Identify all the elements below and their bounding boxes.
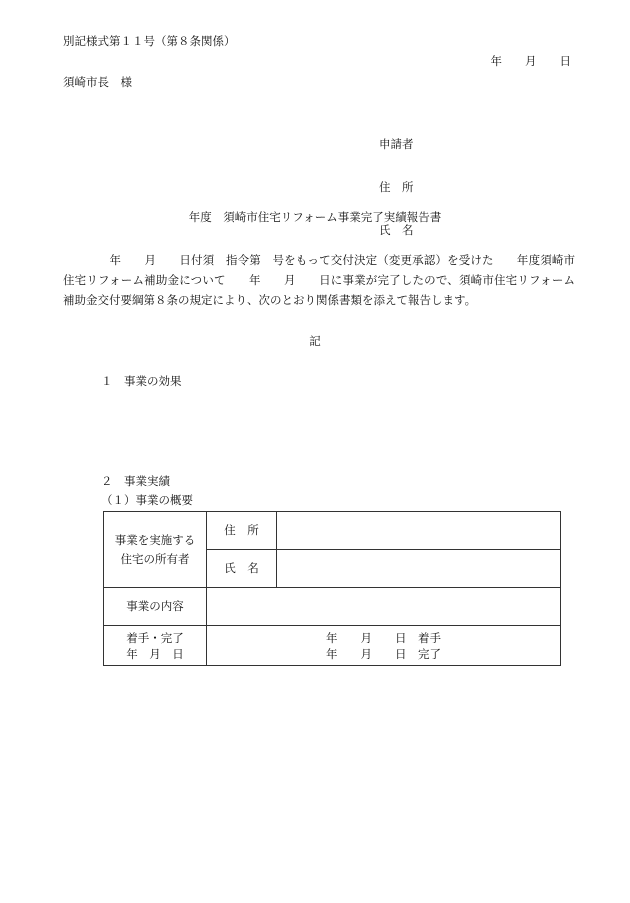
owner-address-value-cell[interactable] xyxy=(277,512,561,550)
ki-heading: 記 xyxy=(309,334,321,348)
owner-name-value-cell[interactable] xyxy=(277,550,561,588)
dates-label-line2: 年 月 日 xyxy=(126,646,184,661)
start-date-value: 年 月 日 着手 xyxy=(326,630,441,645)
report-date: 年 月 日 xyxy=(490,54,571,68)
owner-address-label-cell xyxy=(207,512,277,550)
content-label: 事業の内容 xyxy=(126,599,184,613)
body-paragraph: 年 月 日付須 指令第 号をもって交付決定（変更承認）を受けた 年度須崎市住宅リフォーム補助金について 年 月 日に事業が完了したので、須崎市住宅リフォーム補助金交付要綱第８条の規定により、次のとおり関係書類を添えて報告します。 xyxy=(63,253,575,307)
owner-address-label: 住 所 xyxy=(224,523,259,537)
content-value-cell[interactable] xyxy=(207,588,561,626)
table-row xyxy=(104,588,561,626)
dates-label-line1: 着手・完了 xyxy=(126,630,184,645)
document-title: 年度 須崎市住宅リフォーム事業完了実績報告書 xyxy=(188,210,442,224)
section-effects-heading: １ 事業の効果 xyxy=(101,374,182,388)
dates-label-cell xyxy=(104,626,207,666)
applicant-label: 申請者 xyxy=(379,137,414,151)
table-row xyxy=(104,626,561,666)
applicant-address-label: 住 所 xyxy=(379,180,414,194)
table-row xyxy=(104,512,561,550)
owner-label-line1: 事業を実施する xyxy=(114,532,196,547)
section-results-heading: ２ 事業実績 xyxy=(101,474,170,488)
form-label: 別記様式第１１号（第８条関係） xyxy=(63,34,236,48)
owner-name-label: 氏 名 xyxy=(224,561,259,575)
applicant-block xyxy=(379,116,414,257)
owner-label-cell xyxy=(104,512,207,588)
addressee: 須崎市長 様 xyxy=(63,75,132,89)
project-overview-table xyxy=(103,511,561,666)
content-label-cell xyxy=(104,588,207,626)
dates-value-cell[interactable] xyxy=(207,626,561,666)
owner-name-label-cell xyxy=(207,550,277,588)
owner-label-line2: 住宅の所有者 xyxy=(120,551,190,566)
end-date-value: 年 月 日 完了 xyxy=(326,646,441,661)
applicant-name-label: 氏 名 xyxy=(379,223,414,237)
subsection-overview-heading: （１）事業の概要 xyxy=(101,493,193,507)
